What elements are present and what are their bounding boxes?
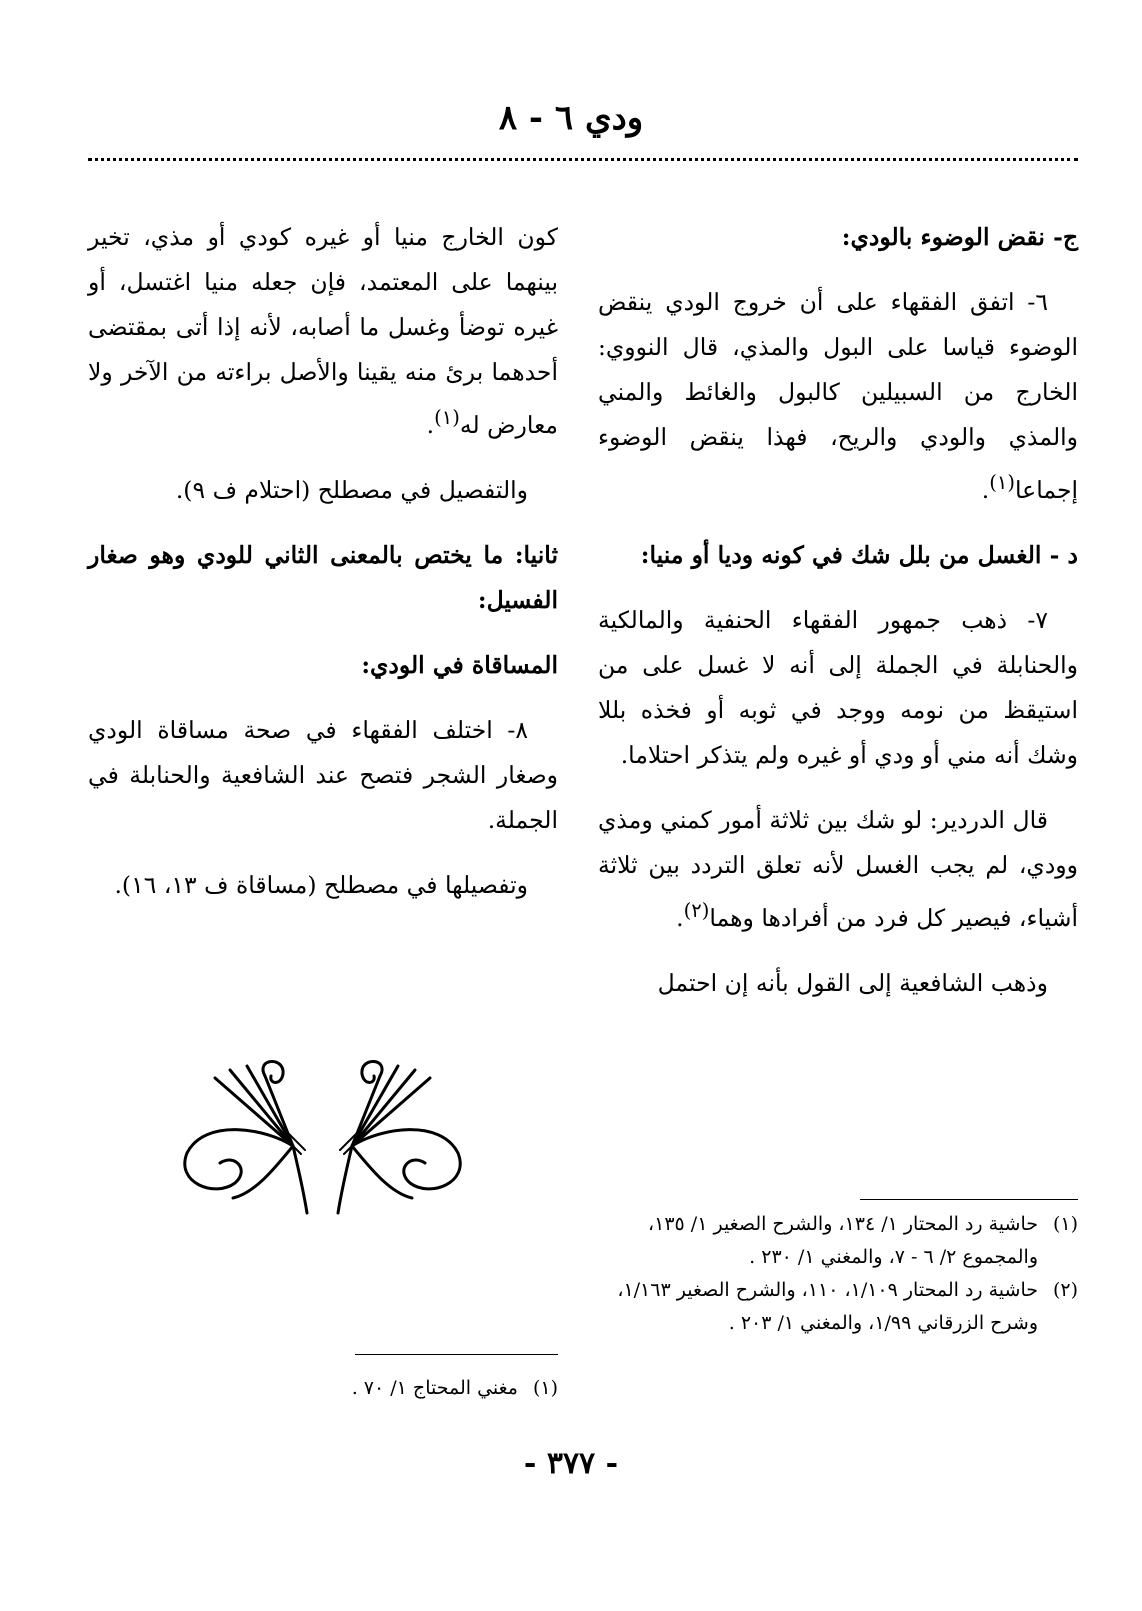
footnote-number: (٢) — [1052, 1279, 1078, 1301]
footnote-ref-1: (١) — [989, 471, 1016, 494]
footnotes-left — [88, 1372, 558, 1405]
footnote-divider-right — [860, 1199, 1078, 1200]
section-heading-second: ثانيا: ما يختص بالمعنى الثاني للودي وهو صغار الفسيل: — [88, 540, 558, 614]
paragraph-tafsil: وتفصيلها في مصطلح (مساقاة ف ١٣، ١٦). — [114, 870, 528, 899]
paragraph-continuation-text: كون الخارج منيا أو غيره كودي أو مذي، تخير بينهما على المعتمد، فإن جعله منيا اغتسل، أو غيره توضأ وغسل ما أصابه، لأنه إذا أتى بمقتضى أحدهما برئ منه يقينا والأصل براءته من الآخر ولا معارض له — [88, 223, 558, 439]
page-header-title: ودي ٦ - ٨ — [498, 98, 644, 138]
paragraph-8: ٨- اختلف الفقهاء في صحة مساقاة الودي وصغار الشجر فتصح عند الشافعية والحنابلة في الجملة. — [88, 715, 558, 834]
paragraph-details: والتفصيل في مصطلح (احتلام ف ٩). — [175, 475, 528, 504]
footnote-ref-2: (٢) — [683, 898, 710, 922]
footnote-text: مغني المحتاج ١/ ٧٠ . — [351, 1377, 518, 1399]
paragraph-dardir — [598, 798, 1078, 941]
paragraph-shafii: وذهب الشافعية إلى القول بأنه إن احتمل — [657, 968, 1048, 997]
floral-ornament-icon — [175, 1058, 470, 1218]
section-heading-musaqat: المساقاة في الودي: — [361, 650, 558, 679]
footnote-divider-left — [355, 1354, 558, 1355]
footnote-item — [598, 1274, 1078, 1340]
footnote-ref-left-1: (١) — [434, 406, 460, 429]
paragraph-6-text: ٦- اتفق الفقهاء على أن خروج الودي ينقض الوضوء قياسا على البول والمذي، قال النووي: الخارج من السبيلين كالبول والغائط والمني والمذي والودي والريح، فهذا ينقض الوضوء إجماعا — [598, 288, 1078, 504]
paragraph-6-end: . — [981, 475, 990, 504]
footnote-number: (١) — [532, 1377, 558, 1399]
footnote-item — [88, 1372, 558, 1405]
footnote-item — [598, 1208, 1078, 1274]
paragraph-6 — [598, 280, 1078, 513]
footnotes-right — [598, 1208, 1078, 1340]
footnote-text: حاشية رد المحتار ١/ ١٣٤، والشرح الصغير ١/ ١٣٥، والمجموع ٢/ ٦ - ٧، والمغني ١/ ٢٣٠ . — [647, 1213, 1038, 1268]
paragraph-dardir-text: قال الدردير: لو شك بين ثلاثة أمور كمني ومذي وودي، لم يجب الغسل لأنه تعلق التردد بين ثلاثة أشياء، فيصير كل فرد من أفرادها وهما — [598, 805, 1078, 932]
page-number: - ٣٧٧ - — [523, 1446, 619, 1481]
footnote-number: (١) — [1052, 1213, 1078, 1235]
paragraph-dardir-end: . — [676, 903, 684, 932]
right-column — [598, 215, 1078, 1026]
paragraph-7: ٧- ذهب جمهور الفقهاء الحنفية والمالكية والحنابلة في الجملة إلى أنه لا غسل على من استيقظ من نومه ووجد في ثوبه أو فخذه بللا وشك أنه مني أو ودي أو غيره ولم يتذكر احتلاما. — [598, 605, 1078, 769]
footnote-text: حاشية رد المحتار ١/١٠٩، ١١٠، والشرح الصغير ١/١٦٣، وشرح الزرقاني ١/٩٩، والمغني ١/ ٢٠٣ . — [617, 1279, 1038, 1334]
header-dotted-divider — [88, 158, 1078, 161]
paragraph-continuation-end: . — [426, 410, 435, 439]
left-column — [88, 215, 558, 928]
section-heading-d: د - الغسل من بلل شك في كونه وديا أو منيا: — [640, 540, 1078, 569]
section-heading-j: ج- نقض الوضوء بالودي: — [841, 223, 1078, 251]
paragraph-continuation — [88, 215, 558, 448]
